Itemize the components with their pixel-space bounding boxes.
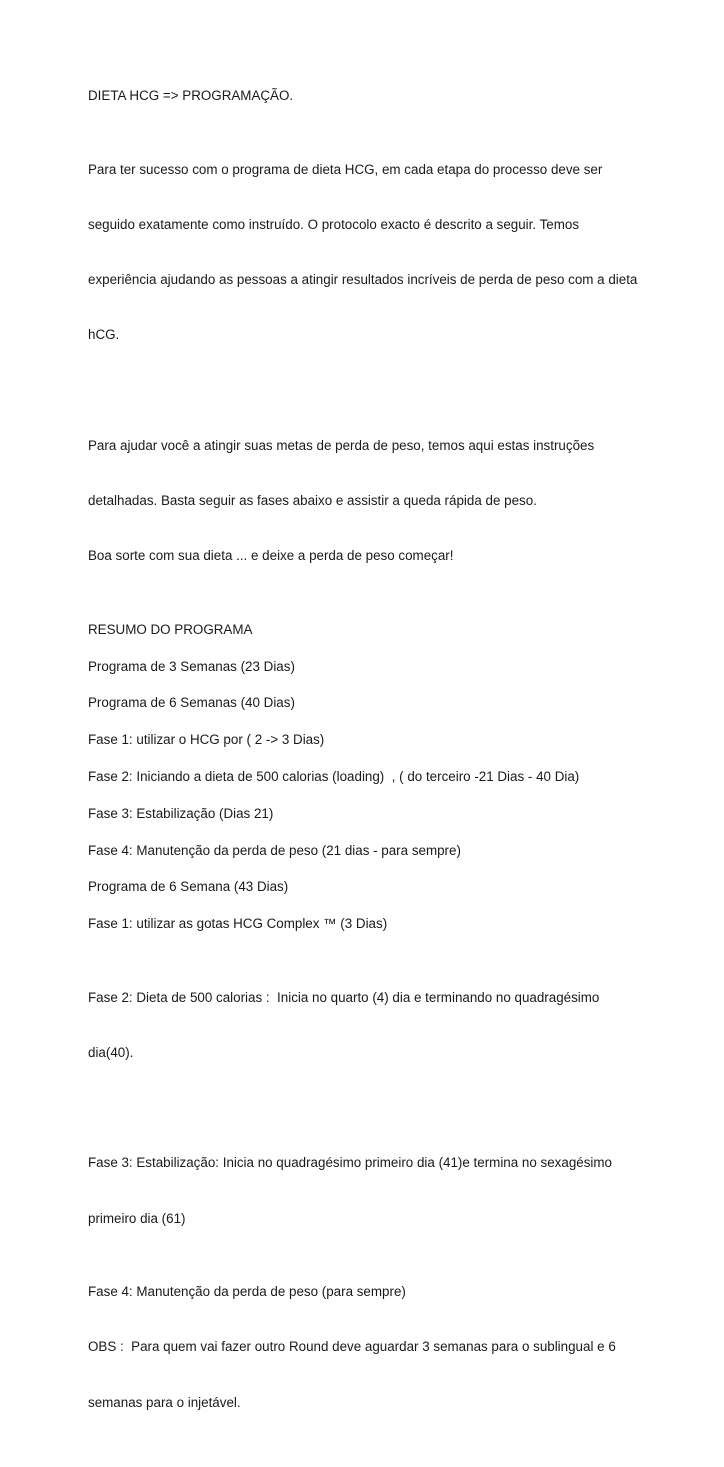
summary-heading: RESUMO DO PROGRAMA — [88, 621, 253, 637]
intro-line-2: seguido exatamente como instruído. O protocolo exacto é descrito a seguir. Temos — [88, 216, 580, 232]
help-line-1: Para ajudar você a atingir suas metas de perda de peso, temos aqui estas instruções — [88, 437, 595, 453]
phase-a-3: Fase 3: Estabilização (Dias 21) — [88, 805, 274, 821]
phase-b-3-line-2: primeiro dia (61) — [88, 1210, 186, 1226]
intro-line-4: hCG. — [88, 327, 120, 343]
phase-b-4: Fase 4: Manutenção da perda de peso (para sempre) — [88, 1284, 406, 1300]
document-body — [88, 87, 648, 1467]
program-6-weeks-43: Programa de 6 Semana (43 Dias) — [88, 879, 289, 895]
phase-b-2 — [88, 952, 648, 1099]
phase-b-2-line-1: Fase 2: Dieta de 500 calorias : Inicia no quarto (4) dia e terminando no quadragésimo — [88, 989, 600, 1005]
document-title: DIETA HCG => PROGRAMAÇÃO. — [88, 88, 294, 103]
help-paragraph — [88, 400, 648, 602]
help-line-3: Boa sorte com sua dieta ... e deixe a perda de peso começar! — [88, 548, 454, 564]
phase-b-1: Fase 1: utilizar as gotas HCG Complex ™ (3 Dias) — [88, 916, 388, 932]
intro-line-3: experiência ajudando as pessoas a atingir resultados incríveis de perda de peso com a dieta — [88, 272, 638, 288]
phase-b-3 — [88, 1118, 648, 1265]
obs-note — [88, 1302, 648, 1449]
obs-line-2: semanas para o injetável. — [88, 1394, 241, 1410]
intro-line-1: Para ter sucesso com o programa de dieta HCG, em cada etapa do processo deve ser — [88, 161, 603, 177]
program-3-weeks: Programa de 3 Semanas (23 Dias) — [88, 658, 295, 674]
intro-paragraph — [88, 124, 648, 382]
phase-a-4: Fase 4: Manutenção da perda de peso (21 dias - para sempre) — [88, 842, 461, 858]
program-6-weeks-40: Programa de 6 Semanas (40 Dias) — [88, 695, 295, 711]
help-line-2: detalhadas. Basta seguir as fases abaixo e assistir a queda rápida de peso. — [88, 492, 537, 508]
phase-a-1: Fase 1: utilizar o HCG por ( 2 -> 3 Dias) — [88, 732, 325, 748]
phase-b-3-line-1: Fase 3: Estabilização: Inicia no quadragésimo primeiro dia (41)e termina no sexagésimo — [88, 1155, 612, 1171]
phase-b-2-line-2: dia(40). — [88, 1044, 134, 1060]
phase-a-2: Fase 2: Iniciando a dieta de 500 calorias (loading) , ( do terceiro -21 Dias - 40 Dia) — [88, 768, 580, 784]
obs-line-1: OBS : Para quem vai fazer outro Round deve aguardar 3 semanas para o sublingual e 6 — [88, 1339, 616, 1355]
